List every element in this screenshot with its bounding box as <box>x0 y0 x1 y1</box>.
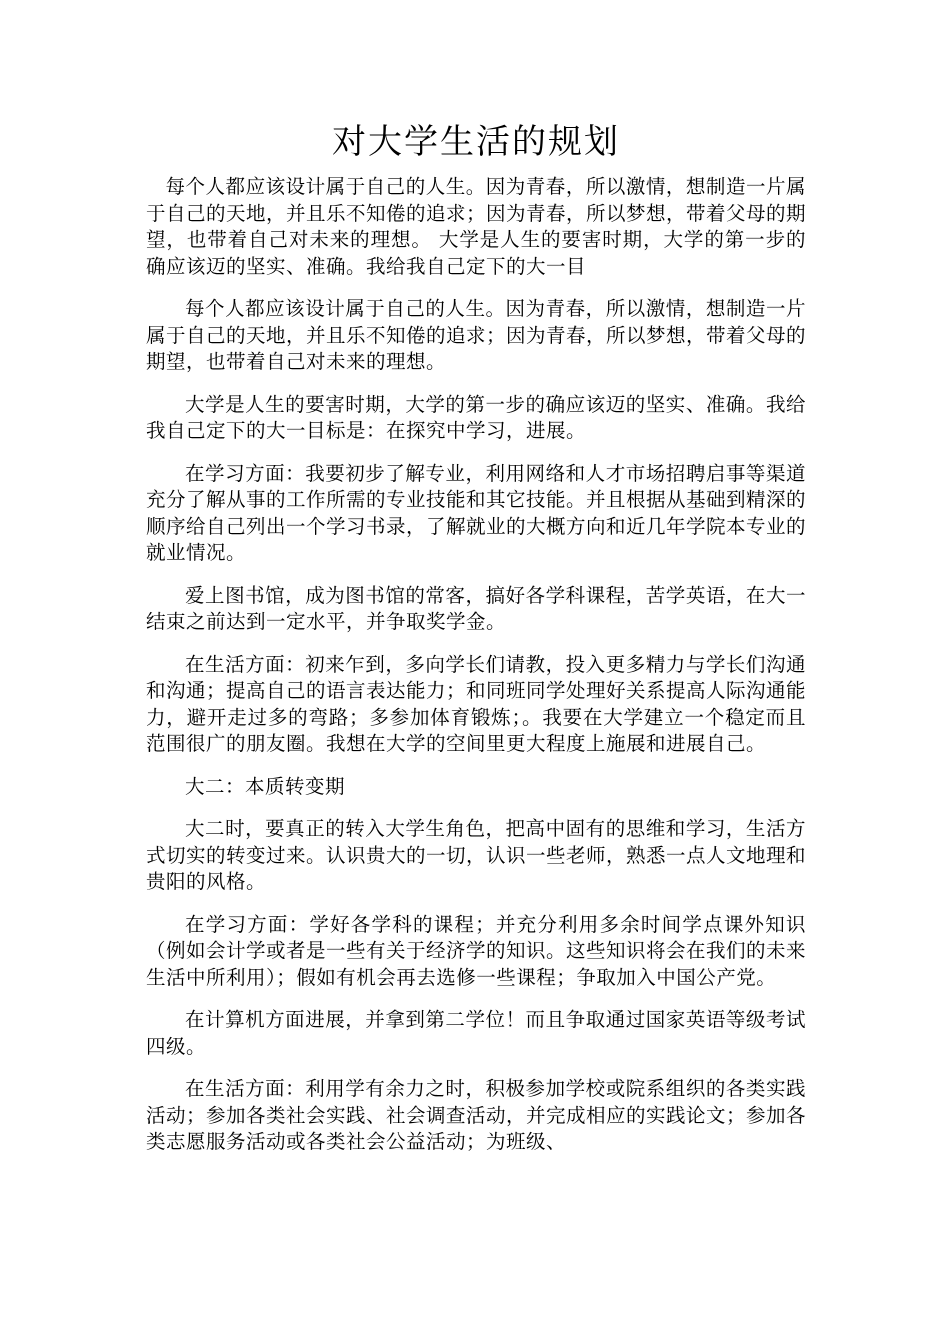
paragraph-8: 大二时，要真正的转入大学生角色，把高中固有的思维和学习，生活方式切实的转变过来。认识贵大的一切，认识一些老师，熟悉一点人文地理和贵阳的风格。 <box>146 817 807 893</box>
document-page <box>146 118 806 1172</box>
paragraph-1: 每个人都应该设计属于自己的人生。因为青春，所以激情，想制造一片属于自己的天地，并且乐不知倦的追求；因为青春，所以梦想，带着父母的期望，也带着自己对未来的理想。 大学是人生的要害时期，大学的第一步的确应该迈的坚实、准确。我给我自己定下的大一目 <box>146 175 807 278</box>
paragraph-5: 爱上图书馆，成为图书馆的常客，搞好各学科课程，苦学英语，在大一结束之前达到一定水平，并争取奖学金。 <box>146 583 806 633</box>
paragraph-2: 每个人都应该设计属于自己的人生。因为青春，所以激情，想制造一片属于自己的天地，并且乐不知倦的追求；因为青春，所以梦想，带着父母的期望，也带着自己对未来的理想。 <box>146 297 807 373</box>
paragraph-3: 大学是人生的要害时期，大学的第一步的确应该迈的坚实、准确。我给我自己定下的大一目标是：在探究中学习，进展。 <box>146 392 806 442</box>
paragraph-4: 在学习方面：我要初步了解专业，利用网络和人才市场招聘启事等渠道充分了解从事的工作所需的专业技能和其它技能。并且根据从基础到精深的顺序给自己列出一个学习书录，了解就业的大概方向和近几年学院本专业的就业情况。 <box>146 461 807 564</box>
paragraph-7: 大二：本质转变期 <box>185 774 346 798</box>
paragraph-9: 在学习方面：学好各学科的课程；并充分利用多余时间学点课外知识（例如会计学或者是一些有关于经济学的知识。这些知识将会在我们的未来生活中所利用）；假如有机会再去选修一些课程；争取加入中国公产党。 <box>146 912 807 989</box>
paragraph-10: 在计算机方面进展，并拿到第二学位！而且争取通过国家英语等级考试四级。 <box>146 1008 806 1058</box>
document-title: 对大学生活的规划 <box>332 122 620 162</box>
paragraph-6: 在生活方面：初来乍到，多向学长们请教，投入更多精力与学长们沟通和沟通；提高自己的语言表达能力；和同班同学处理好关系提高人际沟通能力，避开走过多的弯路；多参加体育锻炼；。我要在大学建立一个稳定而且范围很广的朋友圈。我想在大学的空间里更大程度上施展和进展自己。 <box>146 652 807 755</box>
paragraph-11: 在生活方面：利用学有余力之时，积极参加学校或院系组织的各类实践活动；参加各类社会实践、社会调查活动，并完成相应的实践论文；参加各类志愿服务活动或各类社会公益活动；为班级、 <box>146 1077 807 1153</box>
